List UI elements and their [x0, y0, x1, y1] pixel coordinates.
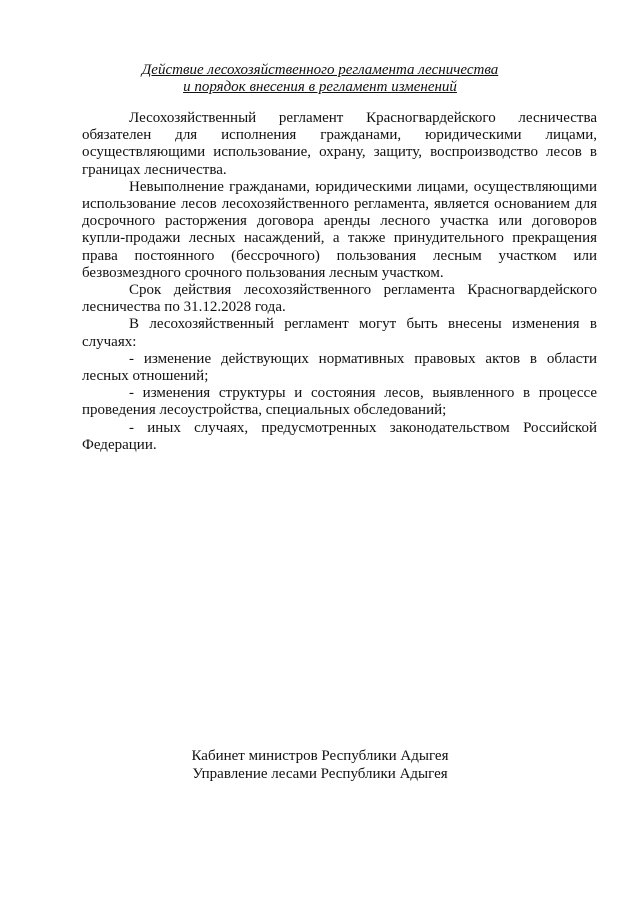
section-heading-line-2: и порядок внесения в регламент изменений: [183, 79, 457, 95]
footer-cabinet: Кабинет министров Республики Адыгея: [191, 748, 449, 764]
list-item-legal-acts: - изменение действующих нормативных правовых актов в области лесных отношений;: [82, 350, 597, 385]
section-heading-line-1: Действие лесохозяйственного регламента лесничества: [141, 62, 499, 78]
paragraph-regulation-mandatory: Лесохозяйственный регламент Красногвардейского лесничества обязателен для исполнения гражданами, юридическими лицами, осуществляющими использование, охрану, защиту, воспроизводство лесов в границах лесничества.: [82, 110, 597, 178]
list-item-other-cases: - иных случаях, предусмотренных законодательством Российской Федерации.: [82, 419, 597, 453]
section-heading: [0, 62, 640, 96]
paragraph-amendment-cases: В лесохозяйственный регламент могут быть внесены изменения в случаях:: [82, 316, 597, 350]
footer-forestry-department: Управление лесами Республики Адыгея: [192, 766, 448, 782]
list-item-forest-structure: - изменения структуры и состояния лесов, выявленного в процессе проведения лесоустройства, специальных обследований;: [82, 385, 597, 419]
paragraph-noncompliance: Невыполнение гражданами, юридическими лицами, осуществляющими использование лесов лесохозяйственного регламента, является основанием для досрочного расторжения договора аренды лесного участка или договоров купли-продажи лесных насаждений, а также принудительного прекращения права постоянного (бессрочного) пользования лесным участком или безвозмездного срочного пользования лесным участком.: [82, 178, 597, 281]
document-footer: [0, 747, 640, 783]
document-body: [82, 110, 597, 454]
paragraph-validity-period: Срок действия лесохозяйственного регламента Красногвардейского лесничества по 31.12.2028 года.: [82, 282, 597, 316]
